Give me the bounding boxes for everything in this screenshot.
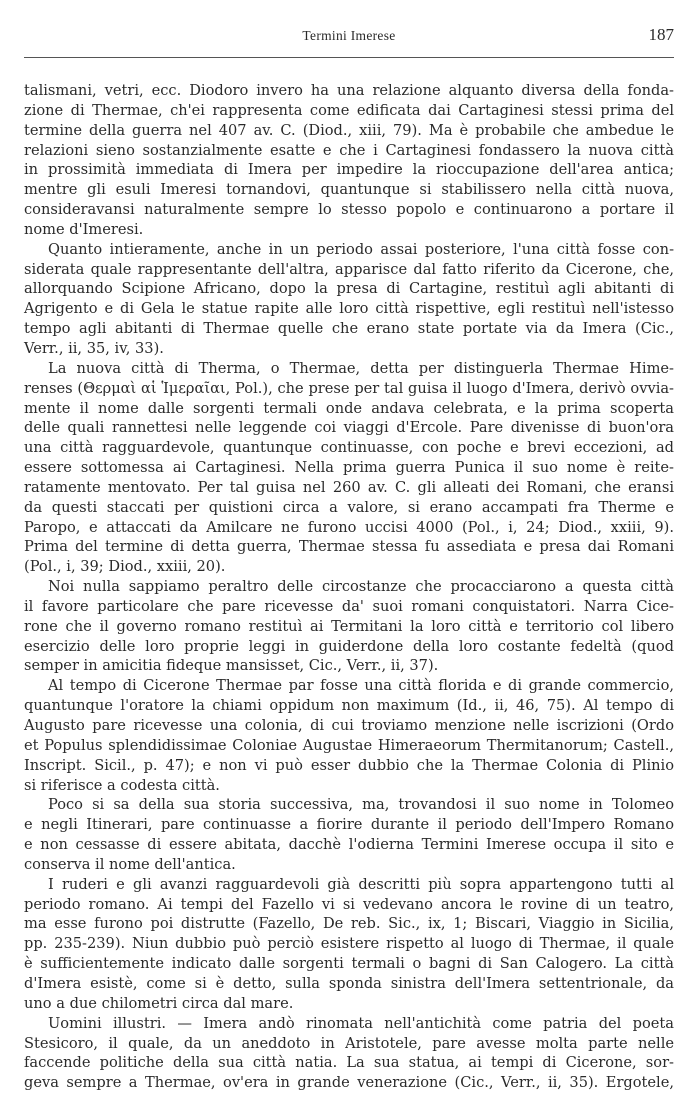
text-line: essere sottomessa ai Cartaginesi. Nella prima guerra Punica il suo nome è reite- <box>24 459 674 477</box>
text-line: Prima del termine di detta guerra, Thermae stessa fu assediata e presa dai Romani <box>24 538 674 556</box>
text-line: Stesicoro, il quale, da un aneddoto in Aristotele, pare avesse molta parte nelle <box>24 1034 674 1052</box>
text-line: consideravansi naturalmente sempre lo stesso popolo e continuarono a portare il <box>24 201 674 219</box>
text-line: allorquando Scipione Africano, dopo la presa di Cartagine, restituì agli abitanti di <box>24 280 674 298</box>
text-line: termine della guerra nel 407 av. C. (Diod., xiii, 79). Ma è probabile che ambedue le <box>24 121 674 139</box>
text-line: il favore particolare che pare ricevesse da' suoi romani conquistatori. Narra Cice- <box>24 597 674 615</box>
text-line: Poco si sa della sua storia successiva, ma, trovandosi il suo nome in Tolomeo <box>48 796 674 814</box>
text-line: tempo agli abitanti di Thermae quelle che erano state portate via da Imera (Cic., <box>24 320 674 338</box>
text-line: ratamente mentovato. Per tal guisa nel 260 av. C. gli alleati dei Romani, che eransi <box>24 478 674 496</box>
text-line: talismani, vetri, ecc. Diodoro invero ha una relazione alquanto diversa della fonda- <box>24 82 674 99</box>
text-line: Paropo, e attaccati da Amilcare ne furono uccisi 4000 (Pol., i, 24; Diod., xxiii, 9). <box>24 518 674 536</box>
text-line: semper in amicitia fideque mansisset, Cic., Verr., ii, 37). <box>24 657 439 675</box>
text-line: (Pol., i, 39; Diod., xxiii, 20). <box>24 558 226 576</box>
text-line: Augusto pare ricevesse una colonia, di cui troviamo menzione nelle iscrizioni (Ordo <box>24 717 674 734</box>
text-line: periodo romano. Ai tempi del Fazello vi si vedevano ancora le rovine di un teatro, <box>24 895 674 913</box>
text-line: Uomini illustri. — Imera andò rinomata nell'antichità come patria del poeta <box>48 1014 674 1032</box>
text-line: conserva il nome dell'antica. <box>24 855 236 873</box>
text-line: esercizio delle loro proprie leggi in guiderdone della loro costante fedeltà (quod <box>24 637 674 655</box>
text-line: renses (Θερμαὶ αἱ Ἱμεραῖαι, Pol.), che prese per tal guisa il luogo d'Imera, derivò ovvia- <box>24 379 674 397</box>
text-line: Al tempo di Cicerone Thermae par fosse una città florida e di grande commercio, <box>48 677 674 695</box>
text-line: Verr., ii, 35, iv, 33). <box>24 339 164 357</box>
text-line: faccende politiche della sua città natia. La sua statua, ai tempi di Cicerone, sor- <box>24 1054 674 1072</box>
text-line: et Populus splendidissimae Coloniae Augustae Himeraeorum Thermitanorum; Castell., <box>24 736 674 754</box>
text-line: in prossimità immediata di Imera per impedire la rioccupazione dell'area antica; <box>24 161 674 179</box>
page-number: 187 <box>648 25 674 44</box>
text-line: nome d'Imeresi. <box>24 220 144 238</box>
text-line: e negli Itinerari, pare continuasse a fiorire durante il periodo dell'Impero Romano <box>24 816 674 834</box>
text-line: Quanto intieramente, anche in un periodo assai posteriore, l'una città fosse con- <box>48 240 674 258</box>
running-title: Termini Imerese <box>302 28 396 43</box>
text-line: I ruderi e gli avanzi ragguardevoli già descritti più sopra appartengono tutti al <box>48 875 674 893</box>
text-line: è sufficientemente indicato dalle sorgenti termali o bagni di San Calogero. La città <box>24 955 674 973</box>
text-line: Noi nulla sappiamo peraltro delle circostanze che procacciarono a questa città <box>48 578 674 596</box>
text-line: geva sempre a Thermae, ov'era in grande venerazione (Cic., Verr., ii, 35). Ergotele, <box>24 1074 674 1092</box>
text-line: ma esse furono poi distrutte (Fazello, De reb. Sic., ix, 1; Biscari, Viaggio in Sicilia, <box>24 915 674 933</box>
text-line: si riferisce a codesta città. <box>24 776 220 794</box>
text-line: da questi staccati per quistioni circa a valore, si erano accampati fra Therme e <box>24 498 674 516</box>
text-line: Agrigento e di Gela le statue rapite alle loro città rispettive, egli restituì nell'istesso <box>24 300 674 318</box>
text-line: La nuova città di Therma, o Thermae, detta per distinguerla Thermae Hime- <box>48 359 674 377</box>
text-line: uno a due chilometri circa dal mare. <box>24 994 294 1012</box>
text-line: siderata quale rappresentante dell'altra, apparisce dal fatto riferito da Cicerone, che, <box>24 260 674 278</box>
running-head <box>24 25 674 52</box>
text-line: una città ragguardevole, quantunque continuasse, con poche e brevi eccezioni, ad <box>24 439 674 457</box>
text-line: delle quali rannettesi nelle leggende coi viaggi d'Ercole. Pare divenisse di buon'ora <box>24 419 674 437</box>
text-line: Inscript. Sicil., p. 47); e non vi può esser dubbio che la Thermae Colonia di Plinio <box>24 756 674 774</box>
text-line: mente il nome dalle sorgenti termali onde andava celebrata, e la prima scoperta <box>24 399 674 417</box>
text-line: quantunque l'oratore la chiami oppidum non maximum (Id., ii, 46, 75). Al tempo di <box>24 697 674 715</box>
text-line: e non cessasse di essere abitata, dacchè l'odierna Termini Imerese occupa il sito e <box>24 836 674 854</box>
text-line: pp. 235-239). Niun dubbio può perciò esistere rispetto al luogo di Thermae, il quale <box>24 935 674 953</box>
body-text <box>24 81 674 1093</box>
text-line: relazioni sieno sostanzialmente esatte e che i Cartaginesi fondassero la nuova città <box>24 141 674 159</box>
header-rule <box>24 57 674 58</box>
text-line: mentre gli esuli Imeresi tornandovi, quantunque si stabilissero nella città nuova, <box>24 181 674 199</box>
text-line: zione di Thermae, ch'ei rappresenta come edificata dai Cartaginesi stessi prima del <box>24 101 674 119</box>
text-line: d'Imera esistè, come si è detto, sulla sponda sinistra dell'Imera settentrionale, da <box>24 974 674 992</box>
text-line: rone che il governo romano restituì ai Termitani la loro città e territorio col libero <box>24 617 674 635</box>
